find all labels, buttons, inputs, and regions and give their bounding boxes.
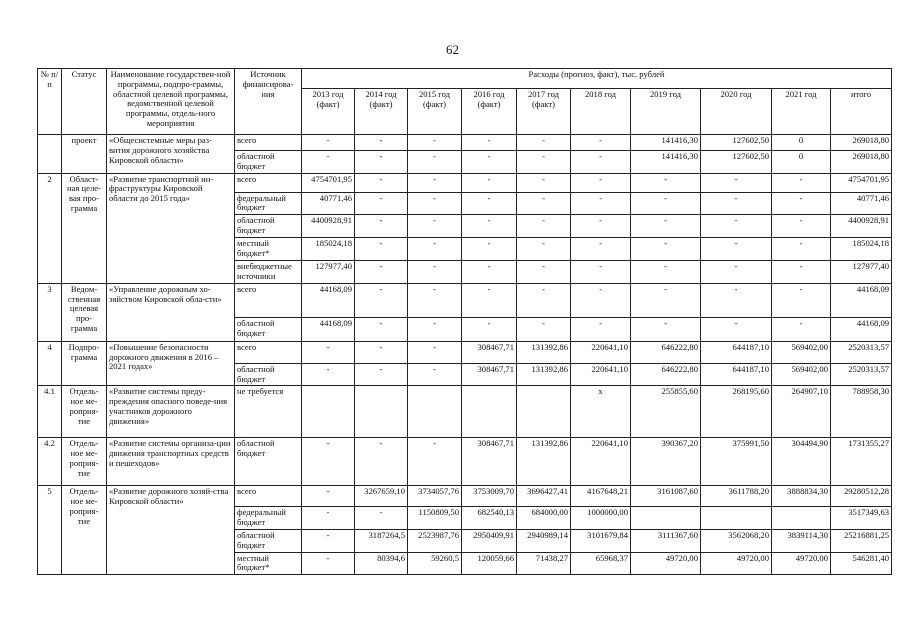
year-header: 2019 год [631,89,701,135]
amount-cell: 644187,10 [701,341,772,363]
table-row [38,438,892,486]
amount-cell: - [701,317,772,341]
amount-cell: - [701,283,772,317]
funding-source: всего [235,283,302,317]
year-header: 2021 год [772,89,831,135]
amount-cell: - [772,192,831,215]
amount-cell: 0 [772,135,831,151]
amount-cell: 4167648,21 [571,486,631,507]
amount-cell: 644187,10 [701,363,772,386]
amount-cell: 40771,46 [302,192,355,215]
amount-cell: - [517,283,571,317]
amount-cell: - [355,151,408,174]
amount-cell [408,386,462,438]
table-row [38,135,892,151]
amount-cell: 1731355,27 [831,438,892,486]
amount-cell: 127602,50 [701,135,772,151]
row-name: «Развитие транспортной ин-фраструктуры Кировской области до 2015 года» [107,173,235,283]
amount-cell: - [517,215,571,238]
row-name: «Развитие системы организа-ции движения транспортных средств и пешеходов» [107,438,235,486]
amount-cell: - [631,317,701,341]
amount-cell: 4400928,91 [302,215,355,238]
amount-cell: х [571,386,631,438]
amount-cell: 220641,10 [571,341,631,363]
amount-cell: 65968,37 [571,552,631,575]
amount-cell: 646222,80 [631,341,701,363]
amount-cell: - [408,151,462,174]
amount-cell: - [517,135,571,151]
row-number [38,135,62,174]
year-header: 2014 год (факт) [355,89,408,135]
amount-cell: - [408,135,462,151]
amount-cell: 49720,00 [631,552,701,575]
header-status: Статус [62,69,107,135]
funding-source: областной бюджет [235,215,302,238]
amount-cell: 375991,50 [701,438,772,486]
amount-cell: 2520313,57 [831,341,892,363]
amount-cell: 131392,86 [517,363,571,386]
amount-cell: 44168,09 [302,283,355,317]
amount-cell: 3267659,10 [355,486,408,507]
amount-cell [631,507,701,530]
amount-cell: - [408,173,462,192]
amount-cell: - [772,215,831,238]
amount-cell: 3696427,41 [517,486,571,507]
amount-cell: - [355,438,408,486]
amount-cell: 264907,10 [772,386,831,438]
row-number: 5 [38,486,62,575]
amount-cell: - [701,215,772,238]
header-expenses: Расходы (прогноз, факт), тыс. рублей [302,69,892,89]
amount-cell: - [302,486,355,507]
amount-cell: 44168,09 [831,283,892,317]
amount-cell: - [408,317,462,341]
row-number: 3 [38,283,62,341]
amount-cell: - [517,151,571,174]
amount-cell: - [462,192,517,215]
funding-source: всего [235,486,302,507]
amount-cell: - [772,317,831,341]
amount-cell: - [408,192,462,215]
amount-cell: - [571,151,631,174]
amount-cell: - [408,215,462,238]
amount-cell: - [355,215,408,238]
amount-cell: 3187264,5 [355,529,408,552]
amount-cell: 185024,18 [831,238,892,261]
amount-cell: - [408,238,462,261]
amount-cell: - [631,192,701,215]
amount-cell: - [571,238,631,261]
amount-cell: 308467,71 [462,438,517,486]
year-header: 2017 год (факт) [517,89,571,135]
amount-cell: - [355,283,408,317]
amount-cell: 131392,86 [517,438,571,486]
amount-cell: - [302,529,355,552]
amount-cell: 269018,80 [831,151,892,174]
amount-cell: - [462,151,517,174]
amount-cell: 268195,60 [701,386,772,438]
amount-cell: 255855,60 [631,386,701,438]
funding-source: областной бюджет [235,363,302,386]
amount-cell: - [631,261,701,284]
amount-cell: 546281,40 [831,552,892,575]
row-number: 4.1 [38,386,62,438]
page-number: 62 [446,42,459,57]
amount-cell: 390367,20 [631,438,701,486]
amount-cell: - [408,261,462,284]
funding-source: областной бюджет [235,151,302,174]
amount-cell: 120059,66 [462,552,517,575]
amount-cell: - [517,238,571,261]
amount-cell [355,386,408,438]
amount-cell: 185024,18 [302,238,355,261]
table-row [38,386,892,438]
amount-cell: - [772,283,831,317]
amount-cell: - [302,363,355,386]
amount-cell: 3101679,84 [571,529,631,552]
amount-cell: - [571,215,631,238]
amount-cell: 3753009,70 [462,486,517,507]
amount-cell: 220641,10 [571,363,631,386]
amount-cell: 3611788,20 [701,486,772,507]
amount-cell: 80394,6 [355,552,408,575]
amount-cell: 141416,30 [631,151,701,174]
amount-cell: - [571,173,631,192]
row-name: «Управление дорожным хо-зяйством Кировской обла-сти» [107,283,235,341]
amount-cell: 3734057,76 [408,486,462,507]
funding-source: областной бюджет [235,438,302,486]
amount-cell: - [408,438,462,486]
amount-cell: - [355,135,408,151]
year-header: 2016 год (факт) [462,89,517,135]
row-number: 4.2 [38,438,62,486]
amount-cell: 304494,90 [772,438,831,486]
amount-cell: 269018,80 [831,135,892,151]
amount-cell: 682540,13 [462,507,517,530]
row-name: «Общесистемные меры раз-вития дорожного хозяйства Кировской области» [107,135,235,174]
amount-cell: 3562068,20 [701,529,772,552]
amount-cell: - [462,135,517,151]
amount-cell: - [517,173,571,192]
amount-cell: - [571,317,631,341]
amount-cell: - [772,261,831,284]
amount-cell: 40771,46 [831,192,892,215]
amount-cell: 127977,40 [302,261,355,284]
amount-cell: 127602,50 [701,151,772,174]
amount-cell: - [701,238,772,261]
row-name: «Развитие системы преду-преждения опасного поведе-ния участников дорожного движения» [107,386,235,438]
amount-cell: 569402,00 [772,363,831,386]
amount-cell: 44168,09 [831,317,892,341]
amount-cell: 308467,71 [462,341,517,363]
funding-source: местный бюджет* [235,552,302,575]
amount-cell: - [462,238,517,261]
funding-source: всего [235,173,302,192]
amount-cell: 1000000,00 [571,507,631,530]
amount-cell: 569402,00 [772,341,831,363]
amount-cell: 308467,71 [462,363,517,386]
funding-source: федеральный бюджет [235,192,302,215]
amount-cell: - [701,261,772,284]
amount-cell: - [302,552,355,575]
amount-cell: 3161087,60 [631,486,701,507]
amount-cell: - [571,135,631,151]
amount-cell: 131392,86 [517,341,571,363]
amount-cell: 49720,00 [701,552,772,575]
year-header: 2018 год [571,89,631,135]
row-name: «Развитие дорожного хозяй-ства Кировской области» [107,486,235,575]
amount-cell [517,386,571,438]
amount-cell: 71438,27 [517,552,571,575]
amount-cell: 3111367,60 [631,529,701,552]
amount-cell: 3839114,30 [772,529,831,552]
amount-cell: 1150809,50 [408,507,462,530]
row-status: Област-ная целе-вая про-грамма [62,173,107,283]
amount-cell: 646222,80 [631,363,701,386]
amount-cell: - [408,341,462,363]
amount-cell: - [408,283,462,317]
amount-cell: - [701,192,772,215]
amount-cell: 44168,09 [302,317,355,341]
amount-cell: - [517,261,571,284]
amount-cell: - [571,261,631,284]
amount-cell: 2950409,91 [462,529,517,552]
amount-cell [462,386,517,438]
row-status: проект [62,135,107,174]
amount-cell: 0 [772,151,831,174]
amount-cell: - [631,238,701,261]
amount-cell: - [571,283,631,317]
amount-cell: - [355,363,408,386]
amount-cell: 59260,5 [408,552,462,575]
row-status: Отдель-ное ме-роприя-тие [62,438,107,486]
header-num: № п/п [38,69,62,135]
amount-cell: - [462,261,517,284]
amount-cell: 29280512,28 [831,486,892,507]
amount-cell: 3888834,30 [772,486,831,507]
amount-cell: - [302,507,355,530]
amount-cell: 4400928,91 [831,215,892,238]
row-status: Отдель-ное ме-роприя-тие [62,486,107,575]
year-header: 2020 год [701,89,772,135]
amount-cell: - [355,192,408,215]
funding-source: всего [235,341,302,363]
funding-source: федеральный бюджет [235,507,302,530]
amount-cell: 127977,40 [831,261,892,284]
amount-cell [772,507,831,530]
amount-cell: - [631,283,701,317]
amount-cell: - [355,173,408,192]
amount-cell: - [302,151,355,174]
row-number: 4 [38,341,62,386]
amount-cell: 2523987,76 [408,529,462,552]
amount-cell: - [355,507,408,530]
amount-cell: - [571,192,631,215]
row-number: 2 [38,173,62,283]
amount-cell: - [462,317,517,341]
amount-cell: 2520313,57 [831,363,892,386]
amount-cell: - [355,238,408,261]
amount-cell: - [772,238,831,261]
amount-cell: 25216881,25 [831,529,892,552]
amount-cell: 2940989,14 [517,529,571,552]
amount-cell: - [517,317,571,341]
amount-cell: - [408,363,462,386]
funding-source: местный бюджет* [235,238,302,261]
row-status: Ведом-ственная целевая про-грамма [62,283,107,341]
amount-cell: - [302,438,355,486]
table-row [38,341,892,363]
amount-cell [701,507,772,530]
amount-cell: - [517,192,571,215]
amount-cell: 220641,10 [571,438,631,486]
amount-cell: 788958,30 [831,386,892,438]
header-source: Источник финансирова-ния [235,69,302,135]
row-name: «Повышение безопасности дорожного движения в 2016 – 2021 годах» [107,341,235,386]
year-header: итого [831,89,892,135]
amount-cell: - [355,317,408,341]
amount-cell: 4754701,95 [831,173,892,192]
table-row [38,486,892,507]
amount-cell [302,386,355,438]
amount-cell: - [302,341,355,363]
row-status: Подпро-грамма [62,341,107,386]
funding-source: внебюджетные источники [235,261,302,284]
header-name: Наименование государствен-ной программы, подпро-граммы, областной целевой программы, ведомственной целевой программы, отдель-ного мероприятия [107,69,235,135]
year-header: 2013 год (факт) [302,89,355,135]
amount-cell: - [462,283,517,317]
funding-source: областной бюджет [235,529,302,552]
amount-cell: - [462,215,517,238]
table-row [38,173,892,192]
amount-cell: - [355,341,408,363]
amount-cell: 684000,00 [517,507,571,530]
amount-cell: - [355,261,408,284]
amount-cell: - [631,215,701,238]
row-status: Отдель-ное ме-роприя-тие [62,386,107,438]
funding-source: всего [235,135,302,151]
amount-cell: - [302,135,355,151]
funding-source: областной бюджет [235,317,302,341]
amount-cell: 141416,30 [631,135,701,151]
amount-cell: 49720,00 [772,552,831,575]
funding-source: не требуется [235,386,302,438]
year-header: 2015 год (факт) [408,89,462,135]
amount-cell: - [462,173,517,192]
budget-table [37,68,892,575]
amount-cell: - [701,173,772,192]
table-row [38,283,892,317]
amount-cell: - [772,173,831,192]
amount-cell: 3517349,63 [831,507,892,530]
amount-cell: - [631,173,701,192]
amount-cell: 4754701,95 [302,173,355,192]
